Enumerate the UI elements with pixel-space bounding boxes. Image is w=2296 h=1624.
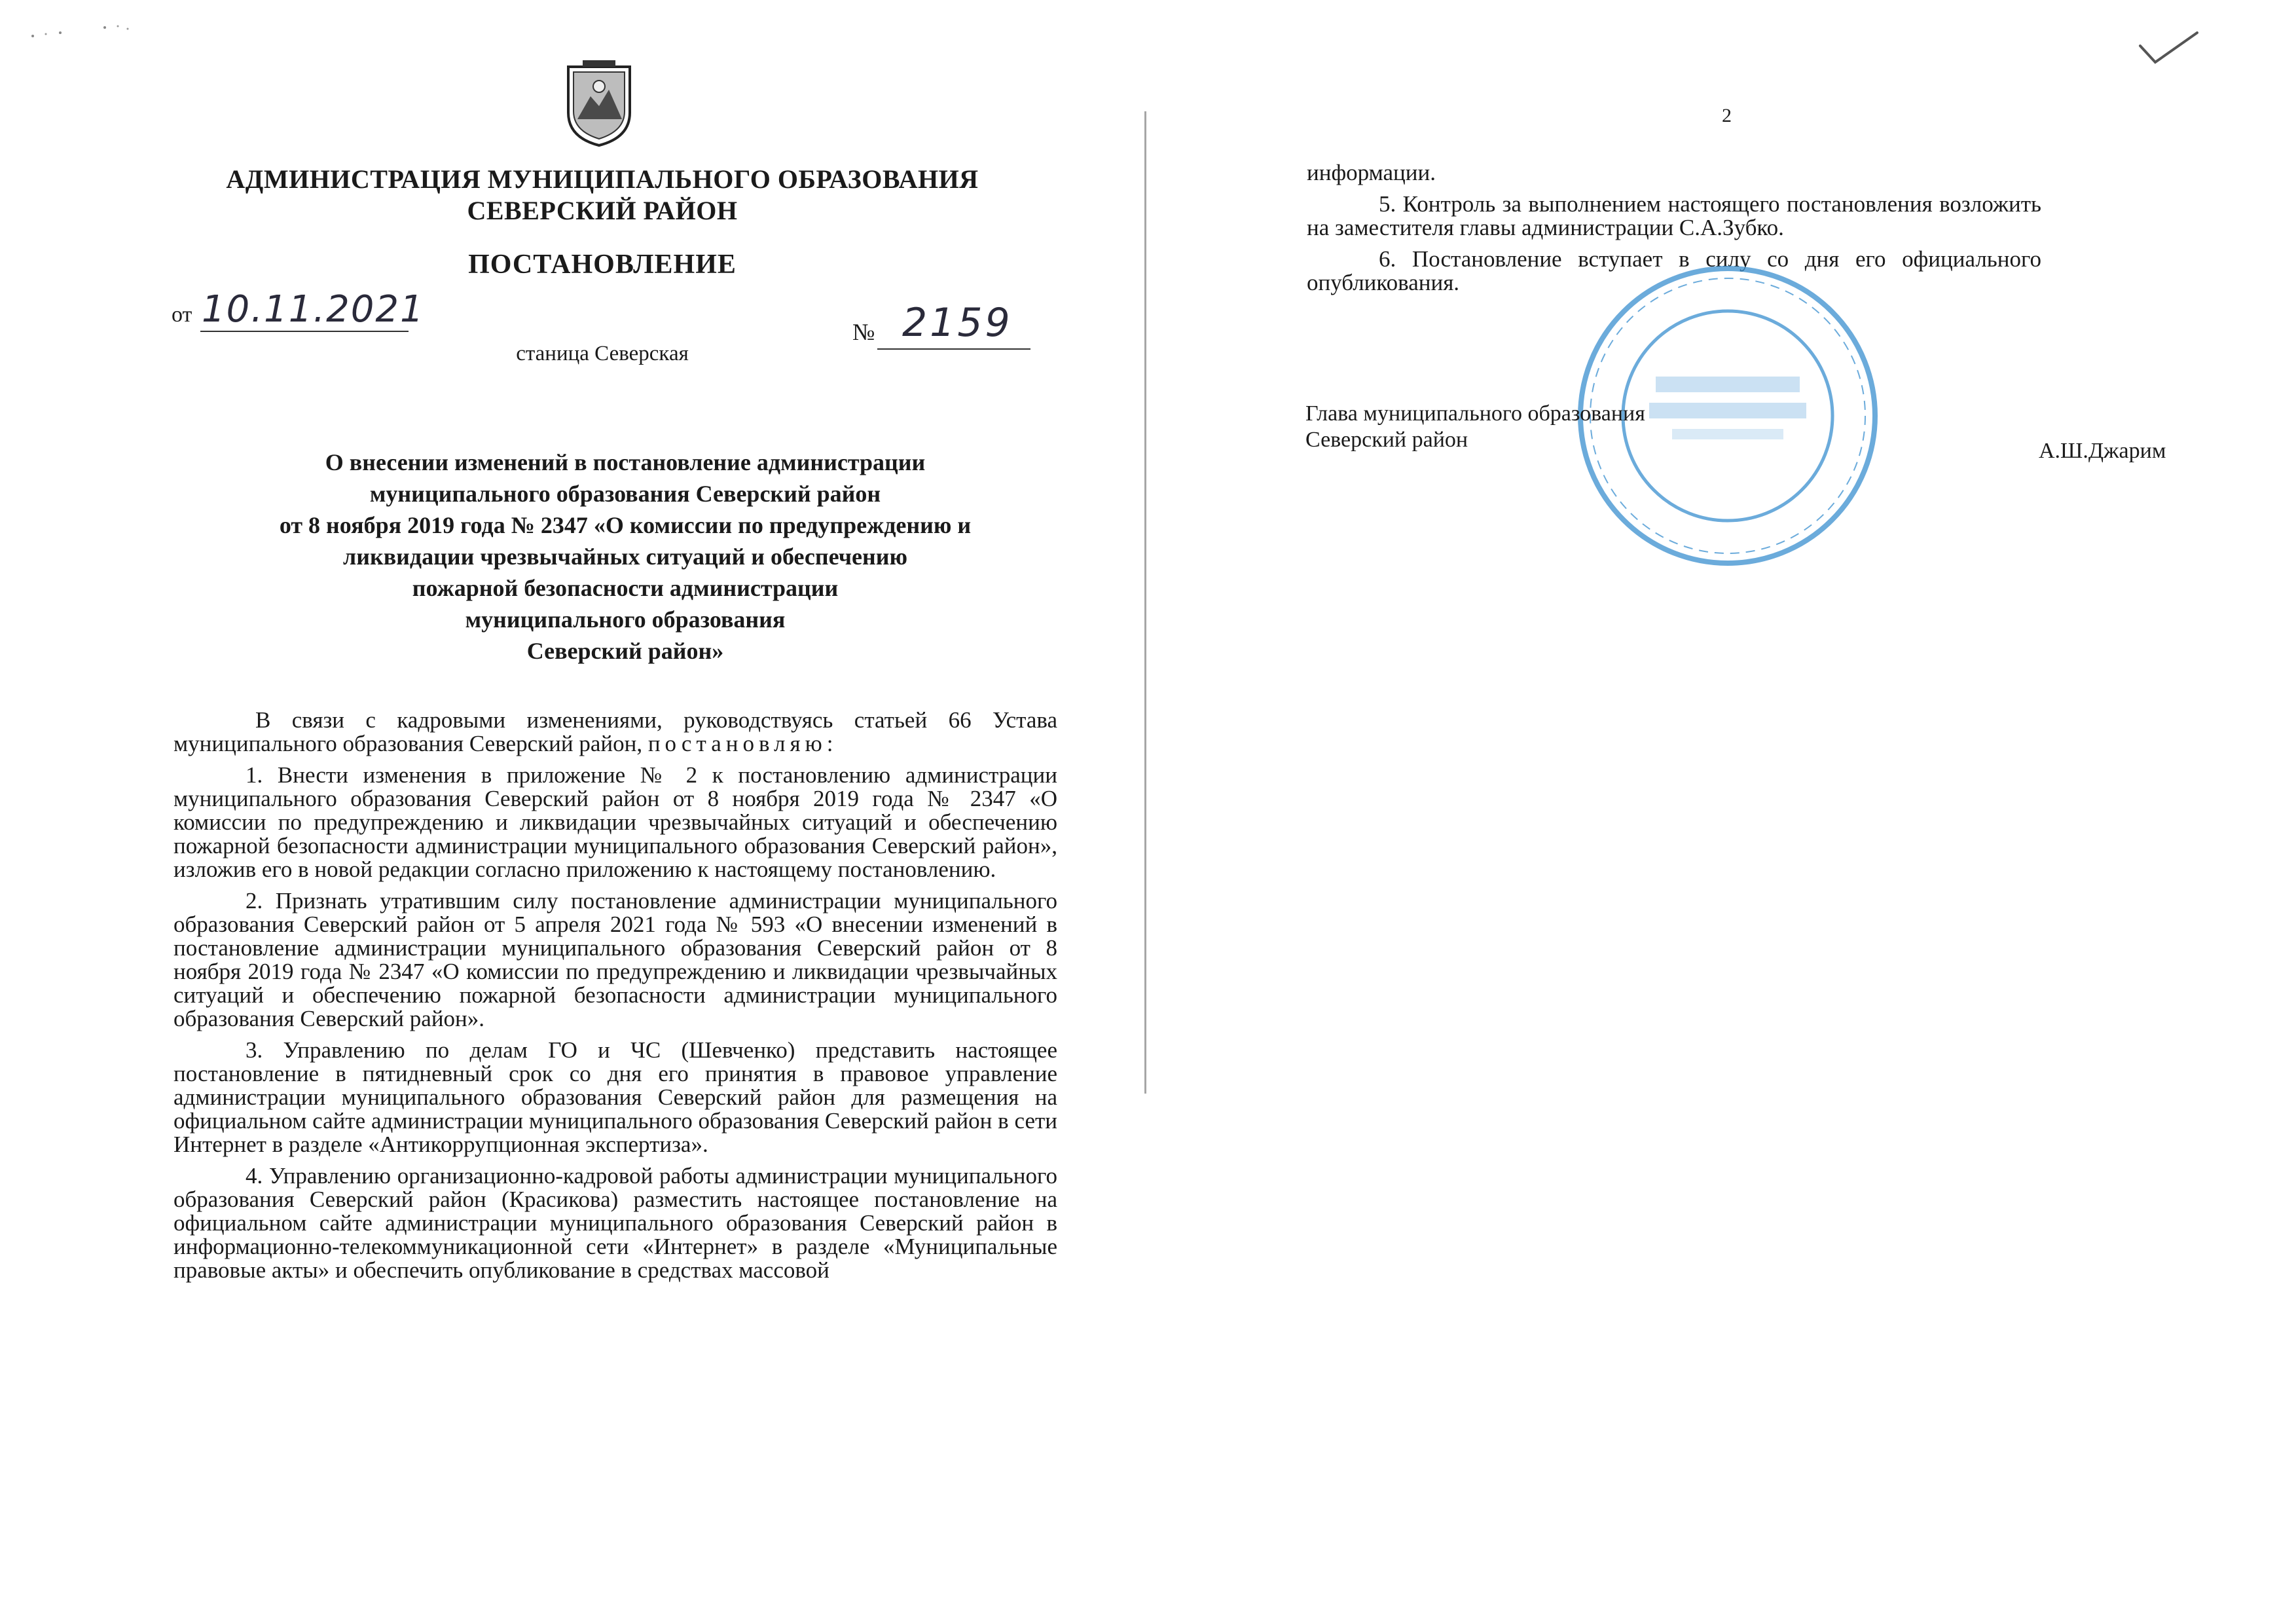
subject-line: муниципального образования Северский район	[369, 481, 881, 507]
signer-title-line-1: Глава муниципального образования	[1305, 401, 1645, 426]
subject-line: от 8 ноября 2019 года № 2347 «О комиссии по предупреждению и	[279, 512, 972, 538]
subject-line: Северский район»	[526, 638, 724, 664]
preamble-paragraph	[173, 709, 1057, 756]
item-paragraph-4: 4. Управлению организационно-кадровой работы администрации муниципального образования Северский район (Красикова) разместить настоящее постановление на официальном сайте администрации муниципального образования Северский район в информационно-телекоммуникационной сети «Интернет» в разделе «Муниципальные правовые акты» и обеспечить опубликование в средствах массовой	[173, 1163, 1057, 1283]
preamble-text: В связи с кадровыми изменениями, руководствуясь статьей 66 Устава муниципального образования Северский район,	[173, 707, 1057, 756]
resolve-word: постановляю:	[647, 731, 838, 756]
item-paragraph-1: 1. Внести изменения в приложение № 2 к постановлению администрации муниципального образования Северский район от 8 ноября 2019 года № 2347 «О комиссии по предупреждению и ликвидации чрезвычайных ситуаций и обеспечению пожарной безопасности администрации муниципального образования Северский район», изложив его в новой редакции согласно приложению к настоящему постановлению.	[173, 762, 1057, 882]
place-of-issue: станица Северская	[516, 342, 689, 365]
continuation-paragraph: информации.	[1307, 160, 1436, 185]
resolution-body	[173, 709, 1057, 1290]
subject-line: О внесении изменений в постановление администрации	[325, 449, 926, 475]
subject-line: муниципального образования	[465, 606, 786, 633]
item-paragraph-3: 3. Управлению по делам ГО и ЧС (Шевченко) представить настоящее постановление в пятидневный срок со дня его принятия в правовое управление администрации муниципального образования Северский район для размещения на официальном сайте администрации муниципального образования Северский район в сети Интернет в разделе «Антикоррупционная экспертиза».	[173, 1037, 1057, 1157]
signer-title-line-2: Северский район	[1305, 428, 1468, 452]
subject-heading	[216, 447, 1034, 667]
date-underline	[200, 331, 409, 332]
page-divider	[1144, 111, 1146, 1094]
subject-line: пожарной безопасности администрации	[412, 575, 839, 601]
org-title-line-2: СЕВЕРСКИЙ РАЙОН	[467, 196, 738, 225]
handwritten-date: 10.11.2021	[202, 288, 425, 331]
signer-name: А.Ш.Джарим	[2039, 439, 2166, 463]
org-title-line-1: АДМИНИСТРАЦИЯ МУНИЦИПАЛЬНОГО ОБРАЗОВАНИЯ	[226, 164, 979, 194]
right-page	[1148, 0, 2296, 1624]
coat-of-arms-emblem	[563, 60, 635, 148]
date-label: от	[172, 303, 192, 327]
number-label: №	[852, 319, 875, 345]
document-type-heading: ПОСТАНОВЛЕНИЕ	[468, 249, 737, 280]
page-number: 2	[1722, 105, 1732, 126]
item-paragraph-5: 5. Контроль за выполнением настоящего постановления возложить на заместителя главы администрации С.А.Зубко.	[1307, 191, 2041, 240]
scan-noise-specks	[26, 20, 157, 46]
signer-title	[1305, 401, 1645, 453]
handwritten-checkmark	[2137, 26, 2202, 72]
subject-line: ликвидации чрезвычайных ситуаций и обеспечению	[343, 544, 907, 570]
item-paragraph-2: 2. Признать утратившим силу постановление администрации муниципального образования Северский район от 5 апреля 2021 года № 593 «О внесении изменений в постановление администрации муниципального образования Северский район от 8 ноября 2019 года № 2347 «О комиссии по предупреждению и ликвидации чрезвычайных ситуаций и обеспечению пожарной безопасности администрации муниципального образования Северский район».	[173, 888, 1057, 1031]
handwritten-number: 2159	[902, 300, 1013, 346]
item-paragraph-6: 6. Постановление вступает в силу со дня его официального опубликования.	[1307, 246, 2041, 295]
